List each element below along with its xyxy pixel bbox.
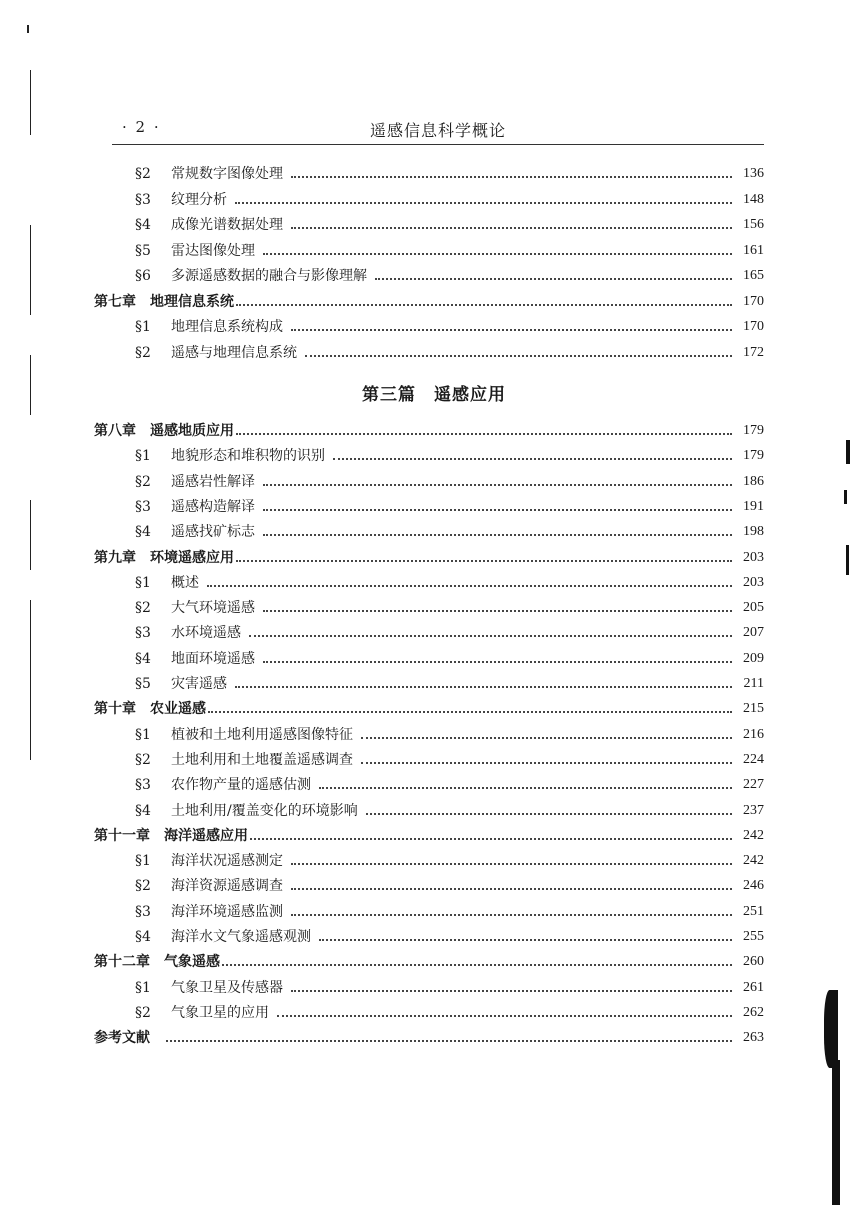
leader-dots <box>319 786 732 789</box>
part-heading: 第三篇 遥感应用 <box>362 385 506 405</box>
entry-page-number: 262 <box>743 1004 764 1020</box>
leader-dots <box>361 736 732 739</box>
entry-title: 气象遥感 <box>164 954 220 971</box>
toc-section-row <box>135 975 764 997</box>
toc-chapter-row <box>94 823 764 845</box>
toc-section-row <box>135 772 764 794</box>
entry-number: §1 <box>135 319 151 335</box>
toc-section-row <box>135 1000 764 1022</box>
entry-title: 海洋状况遥感测定 <box>171 853 283 870</box>
leader-dots <box>375 277 732 280</box>
scan-artifact-left-2 <box>30 225 31 315</box>
page-edge-shadow-1 <box>846 440 850 464</box>
leader-dots <box>291 862 732 865</box>
entry-number: §3 <box>135 625 151 642</box>
leader-dots <box>207 584 732 587</box>
entry-page-number: 261 <box>743 979 764 995</box>
entry-number: §1 <box>135 574 151 591</box>
entry-page-number: 209 <box>743 650 764 666</box>
entry-title: 地理信息系统构成 <box>171 319 283 335</box>
leader-dots <box>263 508 732 511</box>
page-number: · 2 · <box>122 118 161 136</box>
leader-dots <box>361 761 732 764</box>
entry-page-number: 165 <box>743 268 764 283</box>
entry-page-number: 156 <box>743 217 764 232</box>
toc-section-row <box>135 722 764 744</box>
toc-section-row <box>135 238 764 260</box>
leader-dots <box>305 354 732 357</box>
entry-page-number: 251 <box>743 903 764 919</box>
entry-page-number: 255 <box>743 929 764 944</box>
leader-dots <box>249 634 732 637</box>
toc-chapter-row <box>94 1025 764 1047</box>
toc-section-row <box>135 314 764 336</box>
entry-page-number: 263 <box>743 1030 764 1046</box>
leader-dots <box>236 303 732 306</box>
entry-title: 农作物产量的遥感估测 <box>171 777 311 794</box>
entry-page-number: 237 <box>743 802 764 818</box>
leader-dots <box>166 1039 732 1042</box>
entry-page-number: 179 <box>743 448 764 464</box>
entry-number: 第十二章 <box>94 954 150 971</box>
entry-title: 水环境遥感 <box>171 625 241 642</box>
scan-artifact-left-5 <box>30 600 31 760</box>
toc-section-row <box>135 494 764 516</box>
toc-chapter-row <box>94 289 764 311</box>
entry-page-number: 172 <box>743 344 764 360</box>
leader-dots <box>291 328 732 331</box>
leader-dots <box>291 887 732 890</box>
entry-title: 遥感与地理信息系统 <box>171 344 297 361</box>
toc-section-row <box>135 340 764 362</box>
leader-dots <box>236 432 732 435</box>
toc-section-row <box>135 620 764 642</box>
leader-dots <box>235 685 732 688</box>
entry-page-number: 136 <box>743 166 764 181</box>
leader-dots <box>222 963 732 966</box>
entry-number: §1 <box>135 726 151 743</box>
leader-dots <box>263 483 732 486</box>
leader-dots <box>319 938 732 941</box>
scan-artifact-left-1 <box>30 70 31 135</box>
entry-page-number: 170 <box>743 319 764 334</box>
entry-number: 参考文献 <box>94 1030 150 1047</box>
leader-dots <box>250 837 732 840</box>
entry-page-number: 179 <box>743 423 764 438</box>
entry-title: 海洋环境遥感监测 <box>171 903 283 920</box>
entry-number: §4 <box>135 650 151 667</box>
entry-page-number: 216 <box>743 726 764 742</box>
entry-page-number: 246 <box>743 878 764 894</box>
entry-page-number: 260 <box>743 954 764 970</box>
entry-number: §2 <box>135 344 151 361</box>
entry-title: 成像光谱数据处理 <box>171 217 283 233</box>
entry-page-number: 198 <box>743 524 764 540</box>
entry-title: 遥感岩性解译 <box>171 473 255 490</box>
entry-title: 土地利用和土地覆盖遥感调查 <box>171 751 353 768</box>
entry-number: 第十一章 <box>94 827 150 844</box>
entry-title: 气象卫星的应用 <box>171 1004 269 1021</box>
toc-section-row <box>135 899 764 921</box>
entry-number: §3 <box>135 498 151 515</box>
entry-title: 环境遥感应用 <box>150 549 234 566</box>
toc-section-row <box>135 747 764 769</box>
toc-section-row <box>135 161 764 183</box>
entry-title: 常规数字图像处理 <box>171 166 283 182</box>
leader-dots <box>366 812 732 815</box>
entry-number: §2 <box>135 473 151 490</box>
entry-number: §1 <box>135 853 151 870</box>
header-rule <box>112 144 764 145</box>
book-title: 遥感信息科学概论 <box>369 121 506 140</box>
leader-dots <box>235 201 732 204</box>
entry-number: §1 <box>135 448 151 465</box>
leader-dots <box>291 989 732 992</box>
entry-page-number: 211 <box>743 676 764 691</box>
entry-number: 第九章 <box>94 549 136 566</box>
toc-section-row <box>135 187 764 209</box>
entry-number: §4 <box>135 524 151 541</box>
toc-section-row <box>135 212 764 234</box>
entry-page-number: 207 <box>743 625 764 641</box>
entry-page-number: 203 <box>743 549 764 565</box>
entry-page-number: 170 <box>743 293 764 309</box>
entry-title: 雷达图像处理 <box>171 242 255 259</box>
leader-dots <box>263 660 732 663</box>
entry-page-number: 203 <box>743 574 764 590</box>
entry-page-number: 215 <box>743 701 764 717</box>
scan-artifact-tick <box>27 25 29 33</box>
entry-title: 多源遥感数据的融合与影像理解 <box>171 268 367 284</box>
entry-number: §2 <box>135 751 151 768</box>
entry-number: §3 <box>135 191 151 208</box>
entry-number: 第七章 <box>94 293 136 310</box>
entry-title: 农业遥感 <box>150 701 206 718</box>
entry-number: §1 <box>135 979 151 996</box>
entry-title: 海洋资源遥感调查 <box>171 878 283 895</box>
scan-artifact-left-4 <box>30 500 31 570</box>
entry-title: 海洋遥感应用 <box>164 827 248 844</box>
entry-number: §4 <box>135 217 151 233</box>
toc-section-row <box>135 469 764 491</box>
leader-dots <box>291 175 732 178</box>
leader-dots <box>291 913 732 916</box>
entry-number: §2 <box>135 878 151 895</box>
page-header <box>112 118 764 146</box>
entry-title: 地貌形态和堆积物的识别 <box>171 448 325 465</box>
entry-title: 地面环境遥感 <box>171 650 255 667</box>
toc-section-row <box>135 519 764 541</box>
entry-title: 海洋水文气象遥感观测 <box>171 929 311 945</box>
toc-section-row <box>135 924 764 946</box>
entry-page-number: 242 <box>743 827 764 843</box>
leader-dots <box>333 457 732 460</box>
toc-section-row <box>135 263 764 285</box>
entry-title: 遥感构造解译 <box>171 498 255 515</box>
entry-title: 纹理分析 <box>171 191 227 208</box>
page-edge-shadow-4 <box>824 990 838 1068</box>
entry-title: 地理信息系统 <box>150 293 234 310</box>
leader-dots <box>263 533 732 536</box>
entry-page-number: 224 <box>743 751 764 767</box>
entry-number: 第十章 <box>94 701 136 718</box>
entry-number: 第八章 <box>94 423 136 439</box>
entry-title: 土地利用/覆盖变化的环境影响 <box>171 802 358 819</box>
leader-dots <box>263 609 732 612</box>
entry-number: §3 <box>135 903 151 920</box>
entry-title: 遥感地质应用 <box>150 423 234 439</box>
leader-dots <box>236 559 732 562</box>
toc-section-row <box>135 798 764 820</box>
entry-number: §4 <box>135 802 151 819</box>
entry-page-number: 148 <box>743 191 764 207</box>
toc-chapter-row <box>94 418 764 440</box>
toc-section-row <box>135 443 764 465</box>
entry-page-number: 242 <box>743 853 764 869</box>
toc-chapter-row <box>94 696 764 718</box>
toc-section-row <box>135 671 764 693</box>
entry-number: §3 <box>135 777 151 794</box>
entry-number: §4 <box>135 929 151 945</box>
toc-section-row <box>135 646 764 668</box>
toc-section-row <box>135 848 764 870</box>
page-edge-shadow-5 <box>832 1060 840 1205</box>
leader-dots <box>291 226 732 229</box>
entry-number: §5 <box>135 242 151 259</box>
entry-title: 植被和土地利用遥感图像特征 <box>171 726 353 743</box>
entry-title: 遥感找矿标志 <box>171 524 255 541</box>
toc-section-row <box>135 570 764 592</box>
entry-number: §2 <box>135 1004 151 1021</box>
entry-number: §6 <box>135 268 151 284</box>
entry-page-number: 191 <box>743 498 764 514</box>
entry-title: 灾害遥感 <box>171 676 227 692</box>
toc-section-row <box>135 873 764 895</box>
leader-dots <box>263 252 732 255</box>
entry-number: §5 <box>135 676 151 692</box>
entry-number: §2 <box>135 600 151 617</box>
leader-dots <box>277 1014 732 1017</box>
entry-title: 大气环境遥感 <box>171 600 255 617</box>
leader-dots <box>208 710 732 713</box>
entry-page-number: 227 <box>743 777 764 793</box>
page-edge-shadow-3 <box>846 545 849 575</box>
entry-page-number: 205 <box>743 600 764 616</box>
toc-chapter-row <box>94 949 764 971</box>
toc-chapter-row <box>94 545 764 567</box>
entry-page-number: 186 <box>743 473 764 489</box>
page-edge-shadow-2 <box>844 490 847 504</box>
entry-page-number: 161 <box>743 242 764 258</box>
entry-title: 概述 <box>171 574 199 591</box>
entry-number: §2 <box>135 166 151 182</box>
entry-title: 气象卫星及传感器 <box>171 979 283 996</box>
toc-section-row <box>135 595 764 617</box>
